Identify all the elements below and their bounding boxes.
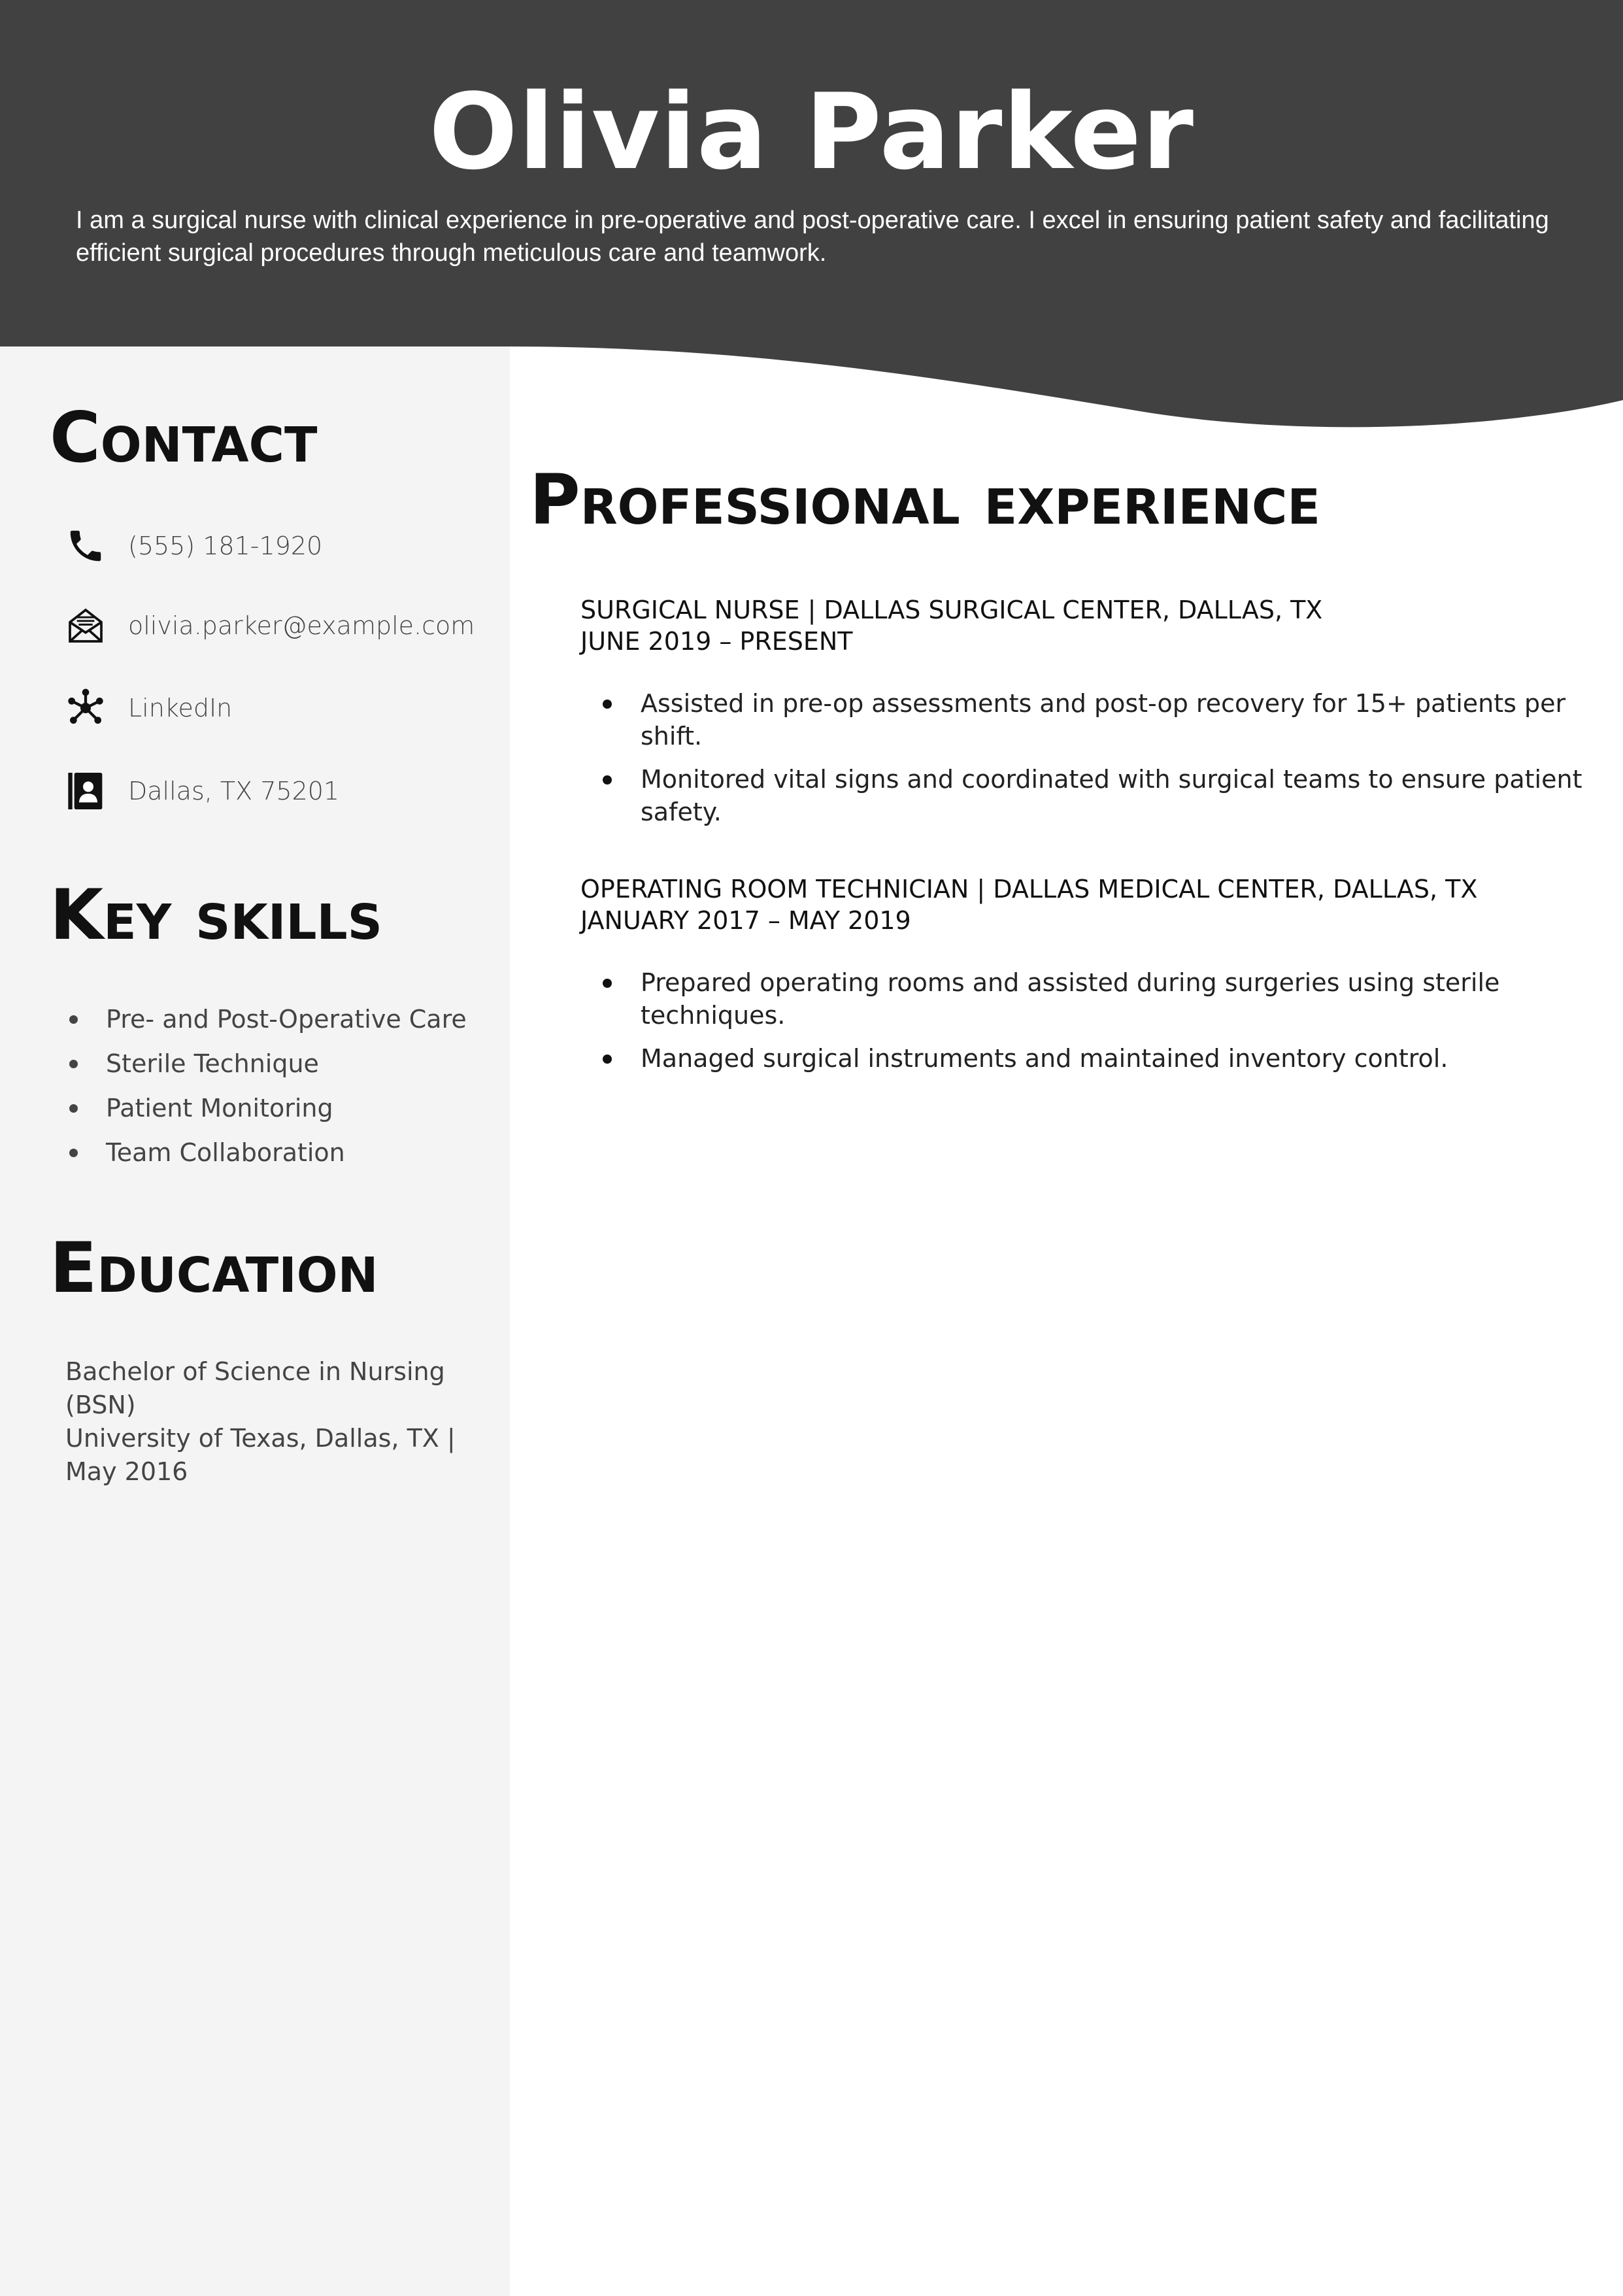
contact-location bbox=[64, 768, 339, 814]
contact-heading: Contact bbox=[50, 397, 318, 478]
header-banner bbox=[0, 0, 1623, 346]
degree-text: Bachelor of Science in Nursing (BSN) bbox=[65, 1357, 445, 1419]
phone-number: (555) 181-1920 bbox=[128, 532, 323, 560]
education-heading: Education bbox=[50, 1228, 378, 1308]
list-item: Managed surgical instruments and maintained inventory control. bbox=[580, 1042, 1600, 1075]
contact-email bbox=[64, 603, 475, 649]
experience-heading: Professional experience bbox=[529, 460, 1320, 540]
contact-phone bbox=[64, 523, 322, 569]
candidate-name: Olivia Parker bbox=[429, 71, 1194, 193]
job-title: SURGICAL NURSE | DALLAS SURGICAL CENTER, DALLAS, TX bbox=[580, 596, 1323, 624]
list-item: Team Collaboration bbox=[65, 1130, 467, 1175]
envelope-icon bbox=[64, 604, 107, 647]
list-item: Patient Monitoring bbox=[65, 1086, 467, 1130]
profile-summary: I am a surgical nurse with clinical experience in pre-operative and post-operative care. I excel in ensuring patient safety and facilitating efficient surgical procedures through meticulous care and teamwork. bbox=[76, 207, 1549, 267]
linkedin-label: LinkedIn bbox=[128, 694, 233, 722]
job-entry-1 bbox=[580, 594, 1600, 839]
list-item: Prepared operating rooms and assisted during surgeries using sterile techniques. bbox=[580, 966, 1600, 1032]
key-skills-heading: Key skills bbox=[50, 875, 382, 955]
list-item: Sterile Technique bbox=[65, 1041, 467, 1086]
school-text: University of Texas, Dallas, TX | May 2016 bbox=[65, 1424, 456, 1486]
location-text: Dallas, TX 75201 bbox=[128, 777, 340, 805]
list-item: Pre- and Post-Operative Care bbox=[65, 997, 467, 1041]
job-bullets bbox=[580, 687, 1600, 828]
list-item: Assisted in pre-op assessments and post-op recovery for 15+ patients per shift. bbox=[580, 687, 1600, 752]
job-entry-2 bbox=[580, 873, 1600, 1085]
job-dates: JUNE 2019 – PRESENT bbox=[580, 627, 853, 656]
network-icon bbox=[64, 686, 107, 730]
job-bullets bbox=[580, 966, 1600, 1075]
contact-linkedin bbox=[64, 685, 232, 731]
contact-card-icon bbox=[64, 769, 107, 813]
list-item: Monitored vital signs and coordinated with surgical teams to ensure patient safety. bbox=[580, 763, 1600, 828]
skills-list bbox=[65, 997, 467, 1175]
job-title: OPERATING ROOM TECHNICIAN | DALLAS MEDICAL CENTER, DALLAS, TX bbox=[580, 875, 1478, 903]
job-dates: JANUARY 2017 – MAY 2019 bbox=[580, 906, 911, 935]
phone-icon bbox=[64, 524, 107, 567]
email-address: olivia.parker@example.com bbox=[128, 611, 475, 640]
education-entry bbox=[65, 1355, 458, 1489]
